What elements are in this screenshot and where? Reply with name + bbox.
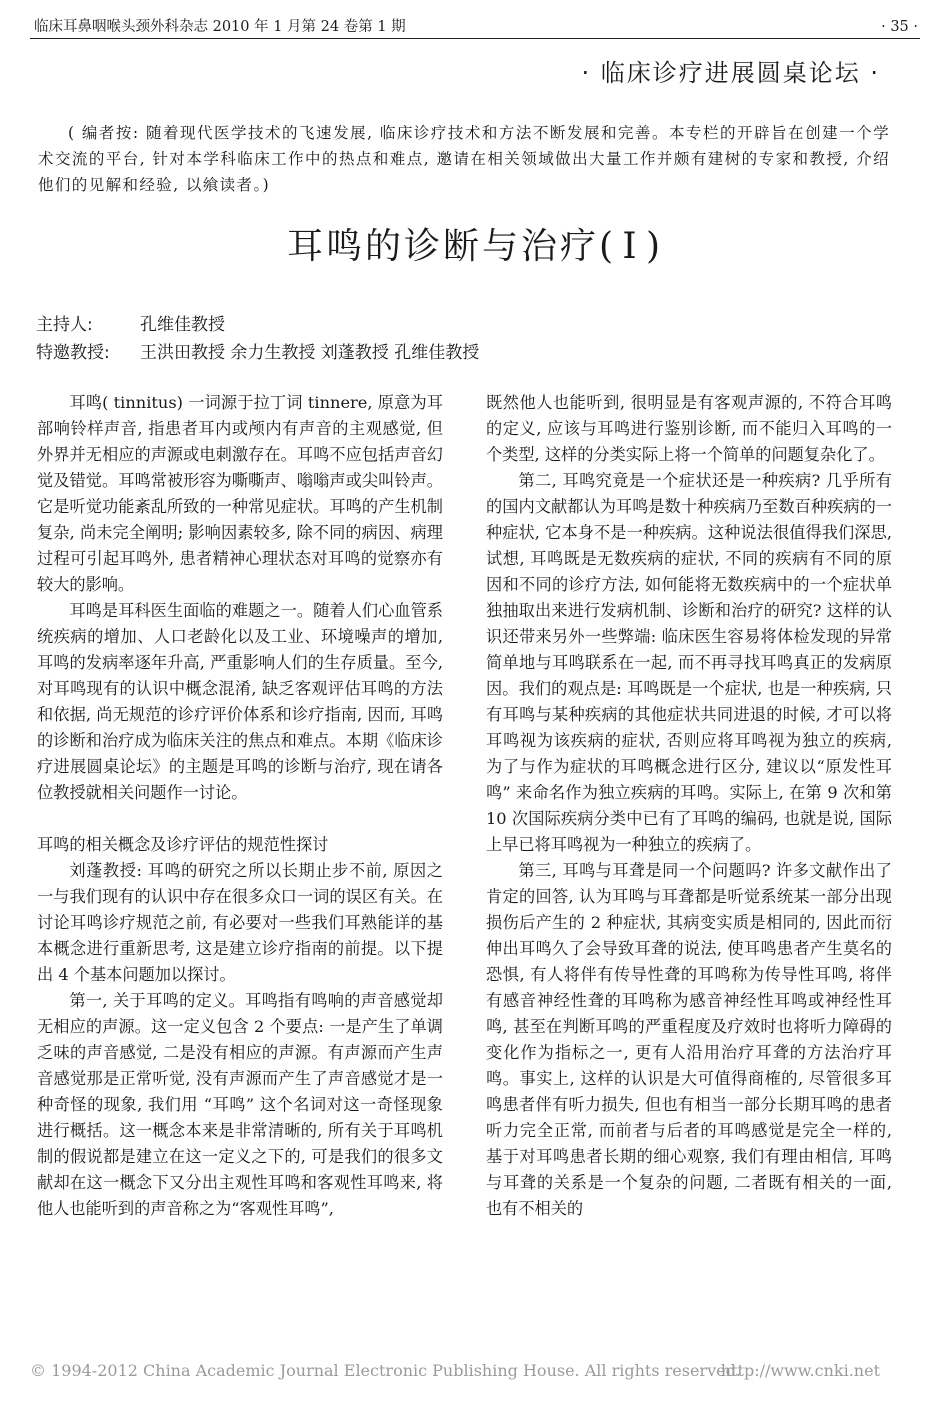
right-column bbox=[486, 390, 892, 1222]
guests-line bbox=[36, 340, 479, 366]
paragraph: 耳鸣是耳科医生面临的难题之一。随着人们心血管系统疾病的增加、人口老龄化以及工业、环境噪声的增加, 耳鸣的发病率逐年升高, 严重影响人们的生存质量。至今, 对耳鸣现有的认识中概念混淆, 缺乏客观评估耳鸣的方法和依据, 尚无规范的诊疗评价体系和诊疗指南, 因而, 耳鸣的诊断和治疗成为临床关注的焦点和难点。本期《临床诊疗进展圆桌论坛》的主题是耳鸣的诊断与治疗, 现在请各位教授就相关问题作一讨论。 bbox=[37, 601, 443, 802]
paragraph: 耳鸣( tinnitus) 一词源于拉丁词 tinnere, 原意为耳部响铃样声音, 指患者耳内或颅内有声音的主观感觉, 但外界并无相应的声源或电刺激存在。耳鸣不应包括声音幻觉及错觉。耳鸣常被形容为嘶嘶声、嗡嗡声或尖叫铃声。它是听觉功能紊乱所致的一种常见症状。耳鸣的产生机制复杂, 尚未完全阐明; 影响因素较多, 除不同的病因、病理过程可引起耳鸣外, 患者精神心理状态对耳鸣的觉察亦有较大的影响。 bbox=[37, 393, 443, 594]
footer-url[interactable]: http://www.cnki.net bbox=[720, 1361, 880, 1380]
section-heading: 耳鸣的相关概念及诊疗评估的规范性探讨 bbox=[37, 835, 329, 854]
paragraph: 第一, 关于耳鸣的定义。耳鸣指有鸣响的声音感觉却无相应的声源。这一定义包含 2 个要点: 一是产生了单调乏味的声音感觉, 二是没有相应的声源。有声源而产生声音感觉那是正常听觉, 没有声源而产生了声音感觉才是一种奇怪的现象, 我们用 “耳鸣” 这个名词对这一奇怪现象进行概括。这一概念本来是非常清晰的, 所有关于耳鸣机制的假说都是建立在这一定义之下的, 可是我们的很多文献却在这一概念下又分出主观性耳鸣和客观性耳鸣来, 将他人也能听到的声音称之为“客观性耳鸣”, bbox=[37, 991, 443, 1218]
host-name: 孔维佳教授 bbox=[140, 315, 225, 335]
guest-names: 王洪田教授 余力生教授 刘蓬教授 孔维佳教授 bbox=[140, 343, 480, 363]
paragraph: 第三, 耳鸣与耳聋是同一个问题吗? 许多文献作出了肯定的回答, 认为耳鸣与耳聋都是听觉系统某一部分出现损伤后产生的 2 种症状, 其病变实质是相同的, 因此而衍伸出耳鸣久了会导致耳聋的说法, 使耳鸣患者产生莫名的恐惧, 有人将伴有传导性聋的耳鸣称为传导性耳鸣, 将伴有感音神经性聋的耳鸣称为感音神经性耳鸣或神经性耳鸣, 甚至在判断耳鸣的严重程度及疗效时也将听力障碍的变化作为指标之一, 更有人沿用治疗耳聋的方法治疗耳鸣。事实上, 这样的认识是大可值得商榷的, 尽管很多耳鸣患者伴有听力损失, 但也有相当一部分长期耳鸣的患者听力完全正常, 而前者与后者的耳鸣感觉是完全一样的, 基于对耳鸣患者长期的细心观察, 我们有理由相信, 耳鸣与耳聋的关系是一个复杂的问题, 二者既有相关的一面, 也有不相关的 bbox=[486, 861, 892, 1218]
host-line bbox=[36, 312, 225, 338]
title-text: 耳鸣的诊断与治疗( bbox=[286, 226, 616, 267]
paragraph-continued: 既然他人也能听到, 很明显是有客观声源的, 不符合耳鸣的定义, 应该与耳鸣进行鉴别诊断, 而不能归入耳鸣的一个类型, 这样的分类实际上将一个简单的问题复杂化了。 bbox=[486, 393, 892, 464]
page-number: · 35 · bbox=[881, 19, 918, 35]
paragraph: 第二, 耳鸣究竟是一个症状还是一种疾病? 几乎所有的国内文献都认为耳鸣是数十种疾病乃至数百种疾病的一种症状, 它本身不是一种疾病。这种说法很值得我们深思, 试想, 耳鸣既是无数疾病的症状, 不同的疾病有不同的原因和不同的诊疗方法, 如何能将无数疾病中的一个症状单独抽取出来进行发病机制、诊断和治疗的研究? 这样的认识还带来另外一些弊端: 临床医生容易将体检发现的异常简单地与耳鸣联系在一起, 而不再寻找耳鸣真正的发病原因。我们的观点是: 耳鸣既是一个症状, 也是一种疾病, 只有耳鸣与某种疾病的其他症状共同进退的时候, 才可以将耳鸣视为该疾病的症状, 否则应将耳鸣视为独立的疾病, 为了与作为症状的耳鸣概念进行区分, 建议以“原发性耳鸣” 来命名作为独立疾病的耳鸣。实际上, 在第 9 次和第 10 次国际疾病分类中已有了耳鸣的编码, 也就是说, 国际上早已将耳鸣视为一种独立的疾病了。 bbox=[486, 471, 892, 854]
host-label: 主持人: bbox=[36, 315, 93, 335]
article-title bbox=[0, 222, 950, 272]
title-part-number: Ⅰ bbox=[622, 226, 640, 267]
paragraph: 刘蓬教授: 耳鸣的研究之所以长期止步不前, 原因之一与我们现有的认识中存在很多众口一词的误区有关。在讨论耳鸣诊疗规范之前, 有必要对一些我们耳熟能详的基本概念进行重新思考, 这是建立诊疗指南的前提。以下提出 4 个基本问题加以探讨。 bbox=[37, 861, 443, 984]
left-column bbox=[37, 390, 443, 1222]
copyright-footer bbox=[30, 1360, 920, 1382]
guests-label: 特邀教授: bbox=[36, 343, 110, 363]
title-close-paren: ) bbox=[646, 226, 664, 267]
copyright-text: © 1994-2012 China Academic Journal Electronic Publishing House. All rights reserved. bbox=[30, 1361, 741, 1380]
running-header bbox=[30, 14, 920, 39]
column-title: · 临床诊疗进展圆桌论坛 · bbox=[581, 59, 880, 87]
journal-citation: 临床耳鼻咽喉头颈外科杂志 2010 年 1 月第 24 卷第 1 期 bbox=[34, 19, 406, 35]
editor-note: ( 编者按: 随着现代医学技术的飞速发展, 临床诊疗技术和方法不断发展和完善。本专栏的开辟旨在创建一个学术交流的平台, 针对本学科临床工作中的热点和难点, 邀请在相关领域做出大量工作并颇有建树的专家和教授, 介绍他们的见解和经验, 以飨读者。) bbox=[38, 124, 890, 194]
